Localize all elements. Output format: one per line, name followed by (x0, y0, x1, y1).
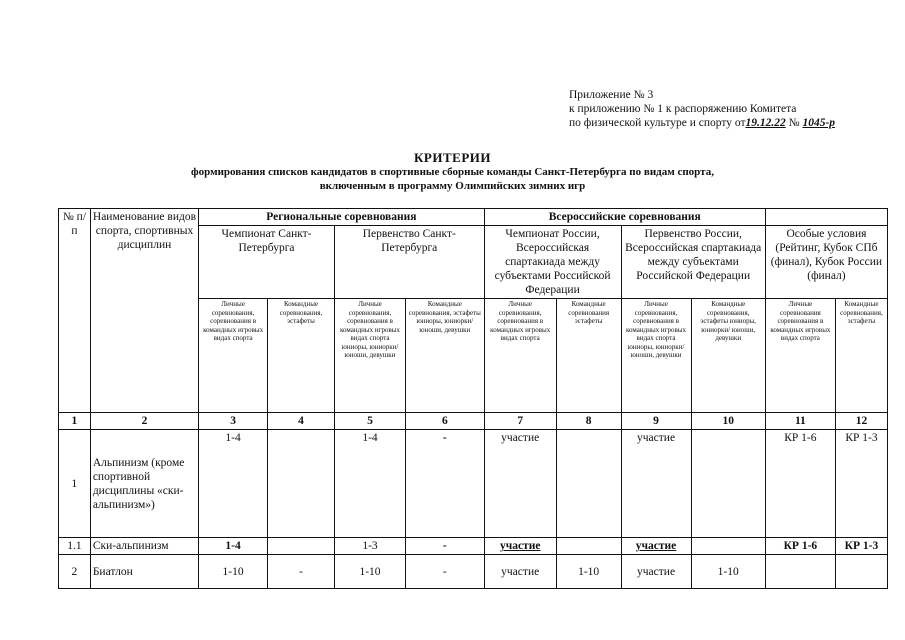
header-regional: Региональные соревнования (199, 209, 485, 226)
header-special: Особые условия (Рейтинг, Кубок СПб (финал), Кубок России (финал) (765, 226, 887, 299)
row-cell: 1-4 (199, 538, 268, 555)
row-cell: участие (621, 555, 691, 589)
row-cell: участие (484, 430, 556, 538)
appendix-line-3-prefix: по физической культуре и спорту от (569, 117, 746, 129)
row-cell: 1-3 (334, 538, 405, 555)
table-row (59, 430, 888, 538)
row-sport-name: Альпинизм (кроме спортивной дисциплины «ски-альпинизм») (90, 430, 198, 538)
header-allrussian: Всероссийские соревнования (484, 209, 765, 226)
sub-header-7: Личные соревнования, соревнования в командных игровых видах спорта (484, 299, 556, 413)
col-number: 11 (765, 413, 835, 430)
col-number: 12 (835, 413, 887, 430)
row-cell: КР 1-3 (835, 538, 887, 555)
row-cell: КР 1-3 (835, 430, 887, 538)
col-number: 2 (90, 413, 198, 430)
row-cell: участие (621, 430, 691, 538)
header-champ-ru: Чемпионат России, Всероссийская спартакиада между субъектами Российской Федерации (484, 226, 621, 299)
criteria-table (58, 208, 888, 589)
row-cell: - (406, 555, 485, 589)
column-number-row (59, 413, 888, 430)
header-name: Наименование видов спорта, спортивных дисциплин (90, 209, 198, 413)
sub-header-3: Личные соревнования, соревнования в командных игровых видах спорта (199, 299, 268, 413)
row-cell: КР 1-6 (765, 538, 835, 555)
row-sport-name: Биатлон (90, 555, 198, 589)
table-row (59, 538, 888, 555)
row-cell: - (406, 538, 485, 555)
table-header-row-1 (59, 209, 888, 226)
header-champ-spb: Чемпионат Санкт-Петербурга (199, 226, 335, 299)
document-subtitle-line-1: формирования списков кандидатов в спортивные сборные команды Санкт-Петербурга по видам спорта, (191, 166, 714, 178)
row-cell: участие (484, 555, 556, 589)
header-num: № п/п (59, 209, 91, 413)
sub-header-5: Личные соревнования, соревнования в командных игровых видах спорта юниоры, юниорки/ юноши, девушки (334, 299, 405, 413)
document-title: КРИТЕРИИ (414, 150, 491, 165)
header-first-spb: Первенство Санкт-Петербурга (334, 226, 484, 299)
row-num: 1 (59, 430, 91, 538)
col-number: 5 (334, 413, 405, 430)
row-num: 2 (59, 555, 91, 589)
header-first-ru: Первенство России, Всероссийская спартакиада между субъектами Российской Федерации (621, 226, 765, 299)
sub-header-9: Личные соревнования, соревнования в командных игровых видах спорта юниоры, юниорки/ юноши, девушки (621, 299, 691, 413)
row-cell: 1-10 (691, 555, 765, 589)
sub-header-6: Командные соревнования, эстафеты юниоры, юниорки/ юноши, девушки (406, 299, 485, 413)
col-number: 3 (199, 413, 268, 430)
table-row (59, 555, 888, 589)
handwritten-date: 19.12.22 (745, 117, 786, 129)
col-number: 6 (406, 413, 485, 430)
row-cell (268, 538, 335, 555)
row-cell: КР 1-6 (765, 430, 835, 538)
col-number: 8 (556, 413, 621, 430)
document-subtitle-line-2: включенным в программу Олимпийских зимних игр (319, 180, 586, 192)
row-cell (835, 555, 887, 589)
appendix-block (569, 88, 835, 130)
sub-header-8: Командные соревнования эстафеты (556, 299, 621, 413)
col-number: 1 (59, 413, 91, 430)
col-number: 10 (691, 413, 765, 430)
number-sign: № (788, 117, 800, 129)
appendix-line-3 (569, 116, 835, 130)
row-cell: участие (621, 538, 691, 555)
row-sport-name: Ски-альпинизм (90, 538, 198, 555)
row-cell (691, 538, 765, 555)
row-cell: 1-10 (334, 555, 405, 589)
sub-header-4: Командные соревнования, эстафеты (268, 299, 335, 413)
header-special-top (765, 209, 887, 226)
sub-header-11: Личные соревнования соревнования в командных игровых видах спорта (765, 299, 835, 413)
handwritten-number: 1045-р (802, 117, 836, 129)
row-cell (691, 430, 765, 538)
row-cell: 1-4 (199, 430, 268, 538)
col-number: 7 (484, 413, 556, 430)
row-cell: - (268, 555, 335, 589)
sub-header-10: Командные соревнования, эстафеты юниоры, юниорки/ юноши, девушки (691, 299, 765, 413)
appendix-line-1: Приложение № 3 (569, 89, 654, 101)
row-cell: участие (484, 538, 556, 555)
row-cell: 1-4 (334, 430, 405, 538)
row-cell: 1-10 (199, 555, 268, 589)
row-num: 1.1 (59, 538, 91, 555)
appendix-line-2: к приложению № 1 к распоряжению Комитета (569, 103, 797, 115)
col-number: 9 (621, 413, 691, 430)
row-cell (556, 430, 621, 538)
row-cell (556, 538, 621, 555)
row-cell (268, 430, 335, 538)
row-cell: 1-10 (556, 555, 621, 589)
row-cell: - (406, 430, 485, 538)
row-cell (765, 555, 835, 589)
sub-header-12: Командные соревнования, эстафеты (835, 299, 887, 413)
col-number: 4 (268, 413, 335, 430)
